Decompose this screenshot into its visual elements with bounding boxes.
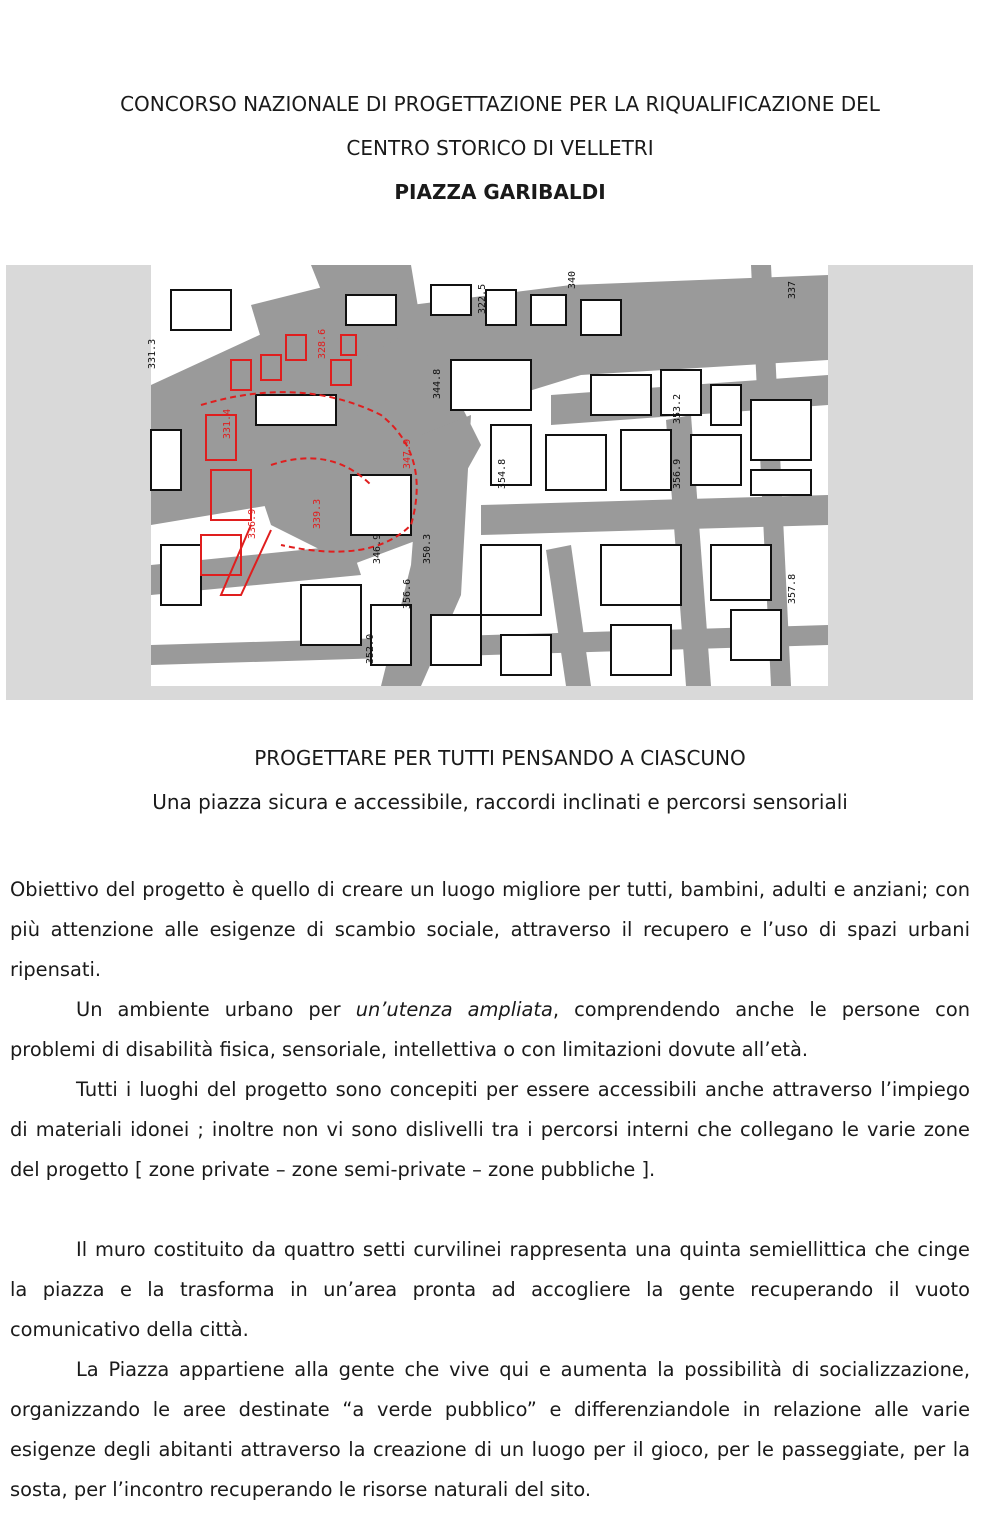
paragraph-piazza: La Piazza appartiene alla gente che vive qui e aumenta la possibilità di socializzazione, organizzando le aree destinate “a verde pubblico” e differenziandole in relazione alle varie esigenze degli abitanti attraverso la creazione di un luogo per il gioco, per le passeggiate, per la sosta, per l’incontro recuperando le risorse naturali del sito. [10,1358,970,1501]
emphasis-text: un’utenza ampliata [355,998,553,1021]
elevation-label: 340 [567,270,578,289]
elevation-label: 336.9 [247,508,258,539]
project-title: PIAZZA GARIBALDI [394,180,606,204]
elevation-label: 347.9 [402,438,413,469]
competition-title-line2: CENTRO STORICO DI VELLETRI [346,136,654,160]
paragraph-text: , comprendendo anche le persone con problemi di disabilità fisica, sensoriale, intellettiva o con limitazioni dovute all’età. [10,998,970,1061]
site-plan-svg [147,265,828,686]
elevation-label: 344.8 [432,368,443,399]
elevation-label: 356.9 [672,458,683,489]
elevation-label: 357.8 [787,573,798,604]
elevation-label: 350.3 [422,533,433,564]
elevation-label: 331.3 [147,338,158,369]
paragraph-objective: Obiettivo del progetto è quello di creare un luogo migliore per tutti, bambini, adulti e anziani; con più attenzione alle esigenze di scambio sociale, attraverso il recupero e l’uso di spazi urbani ripensati. [10,878,970,981]
elevation-label: 356.6 [402,578,413,609]
paragraph-wall: Il muro costituito da quattro setti curvilinei rappresenta una quinta semiellittica che cinge la piazza e la trasforma in un’area pronta ad accogliere la gente recuperando il vuoto comunicativo della città. [10,1238,970,1341]
elevation-label: 322.5 [477,283,488,314]
elevation-label: 352.0 [365,633,376,664]
elevation-label: 337 [787,280,798,299]
elevation-label: 331.4 [222,408,233,439]
slogan-title: PROGETTARE PER TUTTI PENSANDO A CIASCUNO [254,746,746,770]
elevation-label: 328.6 [317,328,328,359]
elevation-label: 354.8 [497,458,508,489]
paragraph-urban-environment [10,990,970,1070]
paragraph-accessibility: Tutti i luoghi del progetto sono concepiti per essere accessibili anche attraverso l’impiego di materiali idonei ; inoltre non vi sono dislivelli tra i percorsi interni che collegano le varie zone del progetto [ zone private – zone semi-private – zone pubbliche ]. [10,1078,970,1181]
paragraph-text: Un ambiente urbano per [76,998,356,1021]
site-plan-map [147,265,828,686]
competition-title-line1: CONCORSO NAZIONALE DI PROGETTAZIONE PER LA RIQUALIFICAZIONE DEL [120,92,880,116]
elevation-label: 346.9 [372,533,383,564]
elevation-label: 339.3 [312,498,323,529]
slogan-subtitle: Una piazza sicura e accessibile, raccordi inclinati e percorsi sensoriali [152,790,848,814]
elevation-label: 353.2 [672,393,683,424]
